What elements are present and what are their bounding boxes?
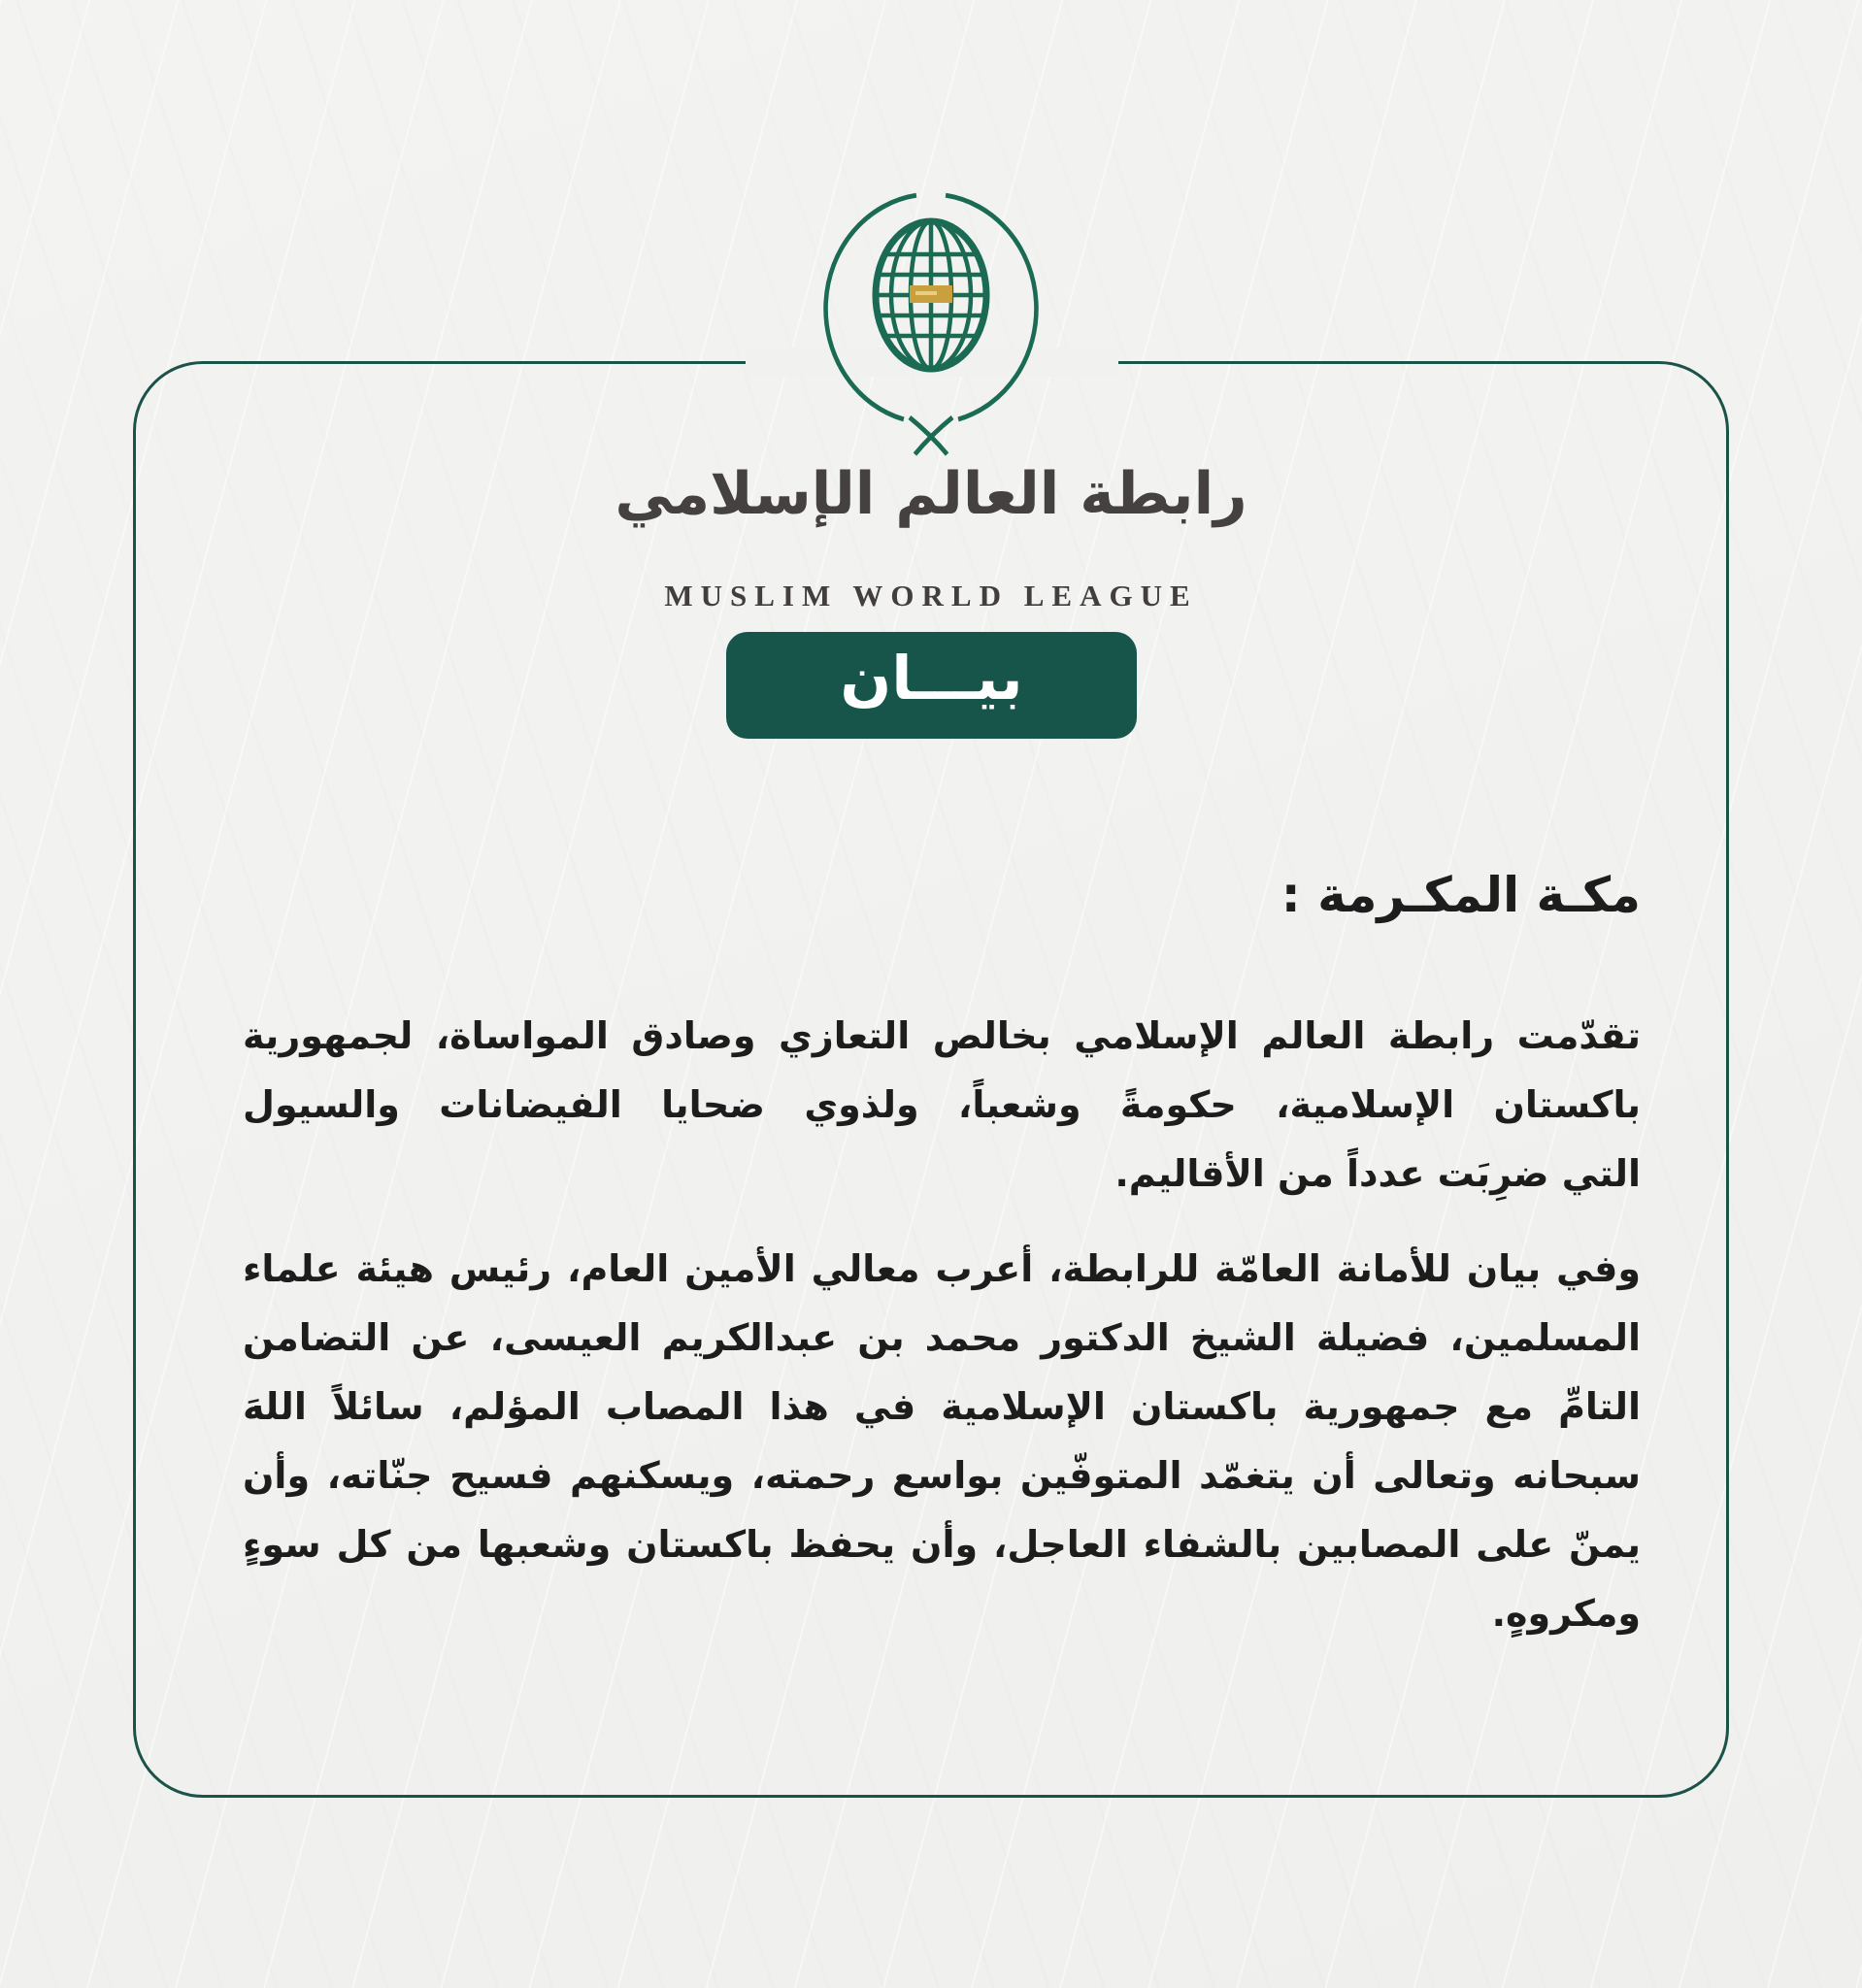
statement-banner xyxy=(726,632,1137,739)
paragraph-2-line: المسلمين، فضيلة الشيخ الدكتور محمد بن عبدالكريم العيسى، عن التضامن xyxy=(243,1316,1641,1359)
dateline: مكـة المكـرمة : xyxy=(1280,867,1641,923)
paragraph-1-line: باكستان الإسلامية، حكومةً وشعباً، ولذوي ضحايا الفيضانات والسيول xyxy=(243,1083,1641,1126)
kaaba-band-icon xyxy=(910,285,952,303)
paragraph-2-line: سبحانه وتعالى أن يتغمّد المتوفّين بواسع رحمته، ويسكنهم فسيح جنّاته، وأن xyxy=(243,1454,1641,1497)
english-wordmark: MUSLIM WORLD LEAGUE xyxy=(664,579,1198,613)
paragraph-1 xyxy=(243,1002,1641,1209)
statement-banner-label: بيـــان xyxy=(840,643,1023,713)
paragraph-1-line: تقدّمت رابطة العالم الإسلامي بخالص التعازي وصادق المواساة، لجمهورية xyxy=(243,1014,1641,1057)
paragraph-2-line: يمنّ على المصابين بالشفاء العاجل، وأن يحفظ باكستان وشعبها من كل سوءٍ xyxy=(243,1523,1641,1566)
arabic-wordmark: رابطة العالم الإسلامي xyxy=(615,460,1247,528)
wreath-globe-icon xyxy=(785,161,1077,481)
paragraph-2 xyxy=(243,1235,1641,1648)
paragraph-2-line: ومكروهٍ. xyxy=(1491,1592,1641,1635)
paragraph-2-line: وفي بيان للأمانة العامّة للرابطة، أعرب معالي الأمين العام، رئيس هيئة علماء xyxy=(243,1247,1641,1290)
paragraph-2-line: التامِّ مع جمهورية باكستان الإسلامية في هذا المصاب المؤلم، سائلاً اللهَ xyxy=(243,1385,1641,1428)
paragraph-1-line: التي ضرِبَت عدداً من الأقاليم. xyxy=(1114,1152,1641,1195)
